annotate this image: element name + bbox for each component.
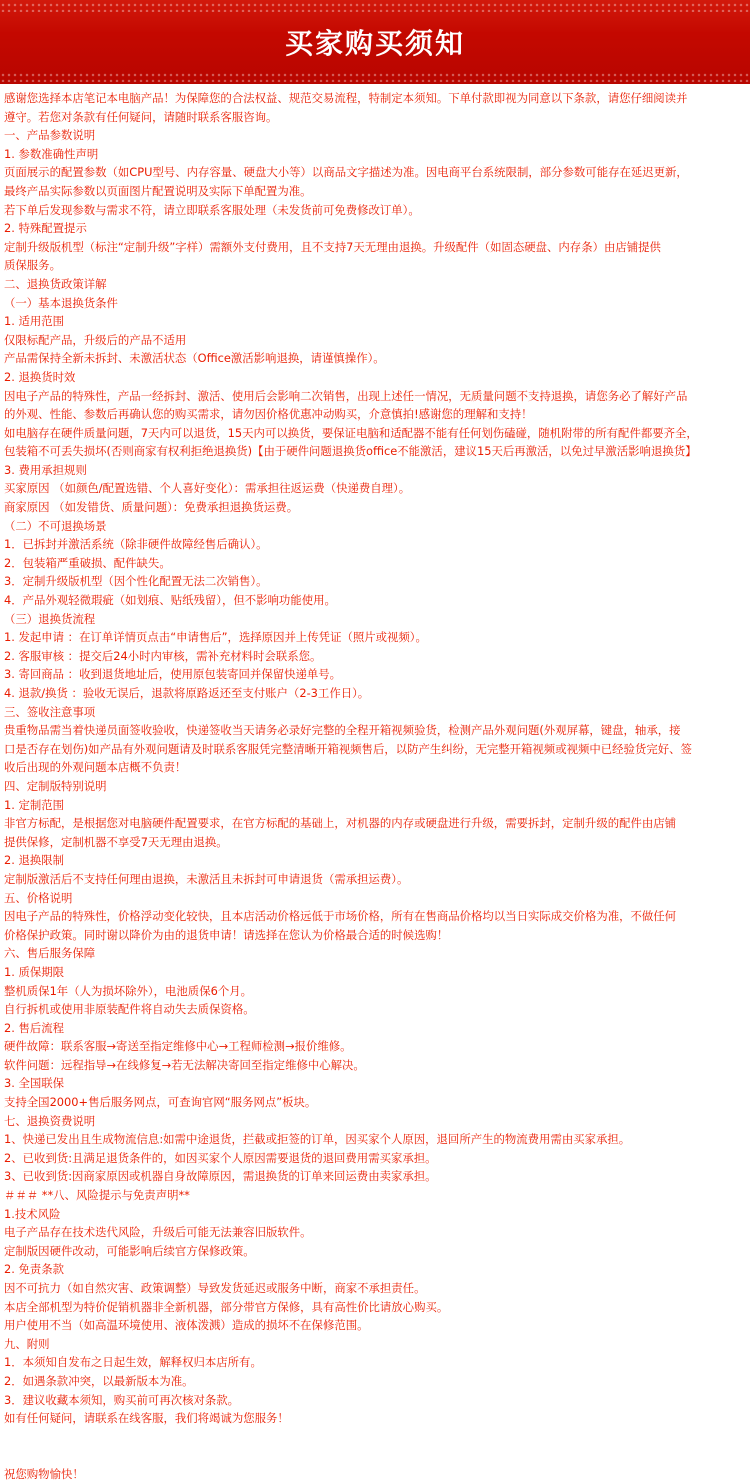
notice-line: 祝您购物愉快！ [4,1466,84,1481]
notice-line: （一）基本退换货条件 [4,295,118,310]
notice-line: 一、产品参数说明 [4,128,96,143]
notice-line: （二）不可退换场景 [4,518,107,533]
notice-line: 本店全部机型为特价促销机器非全新机器，部分带官方保修，具有高性价比请放心购买。 [4,1299,449,1314]
notice-line: 价格保护政策。同时谢以降价为由的退货申请！请选择在您认为价格最合适的时候选购！ [4,927,449,942]
notice-line: 4. 退款/换货 ：验收无误后，退款将原路返还至支付账户（2-3工作日）。 [4,686,370,700]
notice-line: 2. 退换货时效 [4,369,76,384]
notice-line: 自行拆机或使用非原装配件将自动失去质保资格。 [4,1002,255,1017]
notice-line: 2．包装箱严重破损、配件缺失。 [4,555,171,570]
notice-line: 1. 质保期限 [4,964,65,979]
notice-line: 仅限标配产品，升级后的产品不适用 [4,332,187,347]
notice-line: 的外观、性能、参数后再确认您的购买需求，请勿因价格优惠冲动购买，介意慎拍!感谢您的理解和支持！ [4,407,533,422]
notice-line: 定制版激活后不支持任何理由退换，未激活且未拆封可申请退货（需承担运费）。 [4,871,409,886]
notice-line: ＃＃＃ **八、风险提示与免责声明** [4,1188,190,1203]
notice-line: 三、签收注意事项 [4,704,96,719]
header-banner [0,0,750,84]
notice-line: 遵守。若您对条款有任何疑问，请随时联系客服咨询。 [4,109,278,124]
notice-line: 1、快递已发出且生成物流信息:如需中途退货，拦截或拒签的订单，因买家个人原因，退回所产生的物流费用需由买家承担。 [4,1132,631,1147]
notice-line: 1. 发起申请 ：在订单详情页点击“申请售后”，选择原因并上传凭证（照片或视频）。 [4,630,427,645]
notice-line: 因电子产品的特殊性，价格浮动变化较快，且本店活动价格远低于市场价格，所有在售商品价格均以当日实际成交价格为准，不做任何 [4,909,677,924]
notice-line: 支持全国2000+售后服务网点，可查询官网“服务网点”板块。 [4,1095,317,1110]
banner-dot-pattern-bottom [0,72,750,82]
notice-line: 若下单后发现参数与需求不符，请立即联系客服处理（未发货前可免费修改订单）。 [4,202,420,217]
banner-dot-pattern-top [0,2,750,12]
notice-body [0,84,750,1484]
notice-line: 电子产品存在技术迭代风险，升级后可能无法兼容旧版软件。 [4,1225,312,1240]
notice-line: 口是否存在划伤)如产品有外观问题请及时联系客服凭完整清晰开箱视频售后，以防产生纠纷，无完整开箱视频或视频中已经验货完好、签 [4,741,692,756]
notice-line: 整机质保1年（人为损坏除外），电池质保6个月。 [4,983,252,998]
notice-line: 定制升级版机型（标注“定制升级”字样）需额外支付费用，且不支持7天无理由退换。升级配件（如固态硬盘、内存条）由店铺提供 [4,239,661,254]
notice-line: 3．定制升级版机型（因个性化配置无法二次销售）。 [4,574,268,589]
notice-line: 3．建议收藏本须知，购买前可再次核对条款。 [4,1392,240,1407]
notice-line: 3. 费用承担规则 [4,462,87,477]
notice-line [4,1446,746,1465]
notice-line: 贵重物品需当着快递员面签收验收，快递签收当天请务必录好完整的全程开箱视频验货，检测产品外观问题(外观屏幕，键盘，轴承，接 [4,723,681,738]
notice-line: 提供保修，定制机器不享受7天无理由退换。 [4,834,228,849]
notice-line: 2. 免责条款 [4,1262,65,1277]
notice-line: 4．产品外观轻微瑕疵（如划痕、贴纸残留），但不影响功能使用。 [4,593,336,608]
notice-line: 1. 定制范围 [4,797,65,812]
notice-line: 五、价格说明 [4,890,73,905]
notice-line: 定制版因硬件改动，可能影响后续官方保修政策。 [4,1243,255,1258]
notice-line: 如电脑存在硬件质量问题，7天内可以退货，15天内可以换货，要保证电脑和适配器不能有任何划伤磕碰，随机附带的所有配件都要齐全， [4,425,698,440]
notice-line: 用户使用不当（如高温环境使用、液体泼溅）造成的损坏不在保修范围。 [4,1318,369,1333]
notice-line: 页面展示的配置参数（如CPU型号、内存容量、硬盘大小等）以商品文字描述为准。因电商平台系统限制，部分参数可能存在延迟更新， [4,165,688,180]
notice-line: 2. 退换限制 [4,853,65,868]
notice-line: 最终产品实际参数以页面图片配置说明及实际下单配置为准。 [4,183,312,198]
notice-line: 非官方标配，是根据您对电脑硬件配置要求，在官方标配的基础上，对机器的内存或硬盘进行升级，需要拆封，定制升级的配件由店铺 [4,816,677,831]
notice-line: 2、已收到货:且满足退货条件的，如因买家个人原因需要退货的退回费用需买家承担。 [4,1150,437,1165]
notice-line: 1．已拆封并激活系统（除非硬件故障经售后确认）。 [4,537,268,552]
notice-line: 七、退换资费说明 [4,1113,96,1128]
notice-line: 1. 适用范围 [4,314,65,329]
notice-line: 包装箱不可丢失损坏(否则商家有权利拒绝退换货)【由于硬件问题退换货office不能激活，建议15天后再激活，以免过早激活影响退换货】 [4,444,697,459]
notice-line: 感谢您选择本店笔记本电脑产品！为保障您的合法权益、规范交易流程，特制定本须知。下单付款即视为同意以下条款，请您仔细阅读并 [4,91,688,105]
page-title: 买家购买须知 [284,27,465,60]
notice-line: 2. 售后流程 [4,1020,65,1035]
notice-line: 商家原因 （如发错货、质量问题）：免费承担退换货运费。 [4,500,299,515]
notice-line: 3. 全国联保 [4,1076,65,1091]
notice-line: 软件问题：远程指导→在线修复→若无法解决寄回至指定维修中心解决。 [4,1057,365,1072]
notice-line: 二、退换货政策详解 [4,276,107,291]
notice-line: 产品需保持全新未拆封、未激活状态（Office激活影响退换，请谨慎操作）。 [4,351,385,366]
notice-line: 九、附则 [4,1336,50,1351]
notice-line: （三）退换货流程 [4,611,96,626]
notice-line: 四、定制版特别说明 [4,778,107,793]
notice-line: 1. 参数准确性声明 [4,146,99,161]
notice-line: 3. 寄回商品 ：收到退货地址后，使用原包装寄回并保留快递单号。 [4,667,342,682]
notice-line: 2. 客服审核 ：提交后24小时内审核，需补充材料时会联系您。 [4,648,322,663]
notice-line [4,1428,746,1447]
notice-line: 1.技术风险 [4,1206,61,1221]
notice-line: 六、售后服务保障 [4,946,96,961]
notice-line: 2．如遇条款冲突，以最新版本为准。 [4,1373,194,1388]
notice-line: 3、已收到货:因商家原因或机器自身故障原因，需退换货的订单来回运费由卖家承担。 [4,1169,437,1184]
notice-line: 1．本须知自发布之日起生效，解释权归本店所有。 [4,1355,262,1370]
notice-line: 质保服务。 [4,258,61,273]
notice-line: 如有任何疑问，请联系在线客服，我们将竭诚为您服务！ [4,1411,289,1426]
notice-line: 因电子产品的特殊性，产品一经拆封、激活、使用后会影响二次销售，出现上述任一情况，无质量问题不支持退换，请您务必了解好产品 [4,388,688,403]
notice-line: 买家原因 （如颜色/配置选错、个人喜好变化）：需承担往返运费（快递费自理）。 [4,481,411,496]
notice-line: 2. 特殊配置提示 [4,221,87,236]
notice-line: 硬件故障：联系客服→寄送至指定维修中心→工程师检测→报价维修。 [4,1039,352,1054]
notice-line: 收后出现的外观问题本店概不负责！ [4,760,187,775]
notice-line: 因不可抗力（如自然灾害、政策调整）导致发货延迟或服务中断，商家不承担责任。 [4,1281,426,1295]
